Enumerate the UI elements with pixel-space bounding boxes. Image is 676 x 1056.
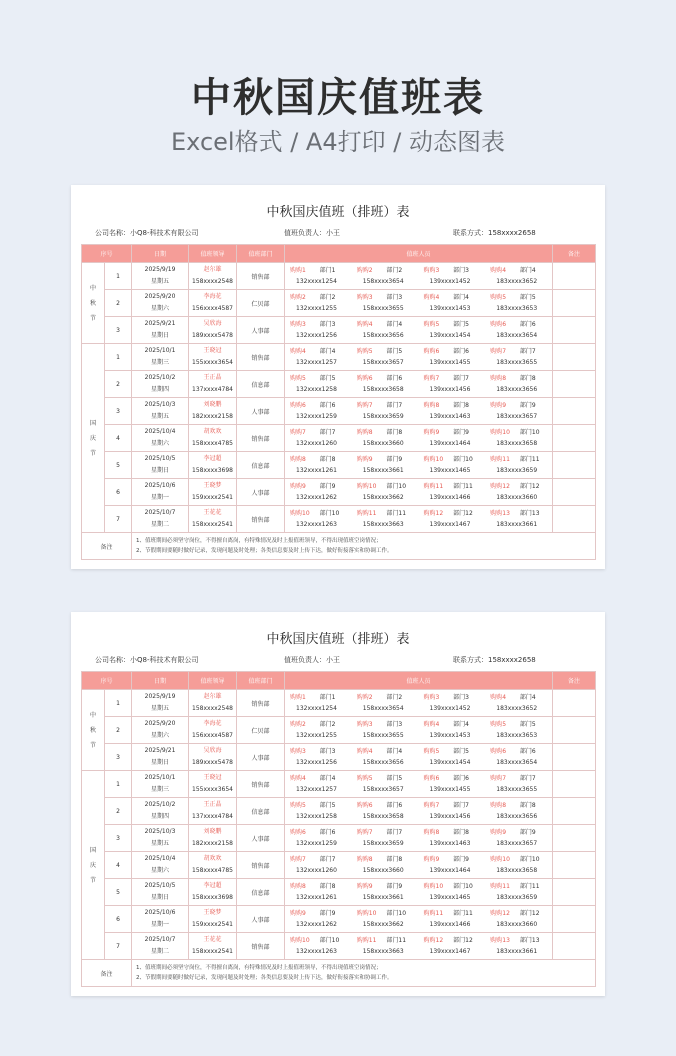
company-field: 公司名称：小Q8-科技术有限公司 xyxy=(95,229,199,237)
table-row xyxy=(82,290,596,317)
staff-member: 购购6 部门6 158xxxx3658 xyxy=(356,375,404,393)
schedule-table xyxy=(81,244,596,560)
staff-member: 购购10 部门10 158xxxx3662 xyxy=(356,483,407,501)
staff-member: 购购5 部门5 132xxxx1258 xyxy=(290,375,337,393)
date-cell: 2025/9/19 星期五 xyxy=(132,263,189,290)
date-cell: 2025/10/5 星期日 xyxy=(132,879,189,906)
col-header-dept: 值班部门 xyxy=(237,672,285,690)
holiday-label-national-day: 国庆节 xyxy=(82,344,105,533)
staff-cell xyxy=(285,933,553,960)
staff-member: 购购8 部门8 183xxxx3656 xyxy=(490,802,538,820)
row-number: 6 xyxy=(105,479,132,506)
duty-lead-field: 值班负责人：小王 xyxy=(284,656,340,664)
row-number: 4 xyxy=(105,852,132,879)
leader-cell: 李冠超 158xxxx3698 xyxy=(189,879,237,906)
row-number: 7 xyxy=(105,933,132,960)
staff-member: 购购9 部门9 132xxxx1262 xyxy=(290,483,337,501)
leader-cell: 刘晓鹏 182xxxx2158 xyxy=(189,825,237,852)
row-number: 1 xyxy=(105,263,132,290)
staff-member: 购购7 部门7 158xxxx3659 xyxy=(356,402,404,420)
staff-cell xyxy=(285,744,553,771)
dept-cell: 人事部 xyxy=(237,906,285,933)
date-cell: 2025/9/21 星期日 xyxy=(132,317,189,344)
remark-cell xyxy=(553,717,596,744)
staff-member: 购购4 部门4 158xxxx3656 xyxy=(356,321,404,339)
staff-cell xyxy=(285,906,553,933)
leader-cell: 吴欣海 189xxxx5478 xyxy=(189,744,237,771)
row-number: 5 xyxy=(105,452,132,479)
dept-cell: 销售部 xyxy=(237,263,285,290)
row-number: 6 xyxy=(105,906,132,933)
staff-member: 购购6 部门6 132xxxx1259 xyxy=(290,829,337,847)
schedule-sheet-preview-1 xyxy=(71,185,605,569)
col-header-staff: 值班人员 xyxy=(285,672,553,690)
remark-cell xyxy=(553,452,596,479)
staff-member: 购购6 部门6 139xxxx1455 xyxy=(423,775,471,793)
staff-member: 购购8 部门8 139xxxx1463 xyxy=(423,402,471,420)
notes-label: 备注 xyxy=(82,960,132,987)
staff-member: 购购8 部门8 139xxxx1463 xyxy=(423,829,471,847)
staff-member: 购购5 部门5 158xxxx3657 xyxy=(356,348,404,366)
table-row xyxy=(82,506,596,533)
row-number: 1 xyxy=(105,344,132,371)
col-header-dept: 值班部门 xyxy=(237,245,285,263)
date-cell: 2025/9/19 星期五 xyxy=(132,690,189,717)
note-line: 1、值班期间必须坚守岗位，不得擅自离岗，有特殊情况及时上报值班领导，不得出现值班空岗情况； xyxy=(136,965,382,971)
schedule-sheet-preview-2 xyxy=(71,612,605,996)
note-line: 1、值班期间必须坚守岗位，不得擅自离岗，有特殊情况及时上报值班领导，不得出现值班空岗情况； xyxy=(136,538,382,544)
remark-cell xyxy=(553,690,596,717)
staff-member: 购购5 部门5 139xxxx1454 xyxy=(423,321,471,339)
staff-cell xyxy=(285,344,553,371)
leader-cell: 胡欢欢 158xxxx4785 xyxy=(189,852,237,879)
dept-cell: 销售部 xyxy=(237,425,285,452)
leader-cell: 王正晶 137xxxx4784 xyxy=(189,371,237,398)
staff-member: 购购11 部门11 158xxxx3663 xyxy=(356,510,407,528)
page-title: 中秋国庆值班表 xyxy=(191,75,485,121)
remark-cell xyxy=(553,879,596,906)
remark-cell xyxy=(553,371,596,398)
date-cell: 2025/10/2 星期四 xyxy=(132,371,189,398)
leader-cell: 李海花 156xxxx4587 xyxy=(189,290,237,317)
date-cell: 2025/10/3 星期五 xyxy=(132,398,189,425)
staff-member: 购购10 部门10 183xxxx3658 xyxy=(490,856,540,874)
staff-member: 购购4 部门4 139xxxx1453 xyxy=(423,721,471,739)
holiday-label-mid-autumn: 中秋节 xyxy=(82,690,105,771)
staff-member: 购购2 部门2 158xxxx3654 xyxy=(356,267,404,285)
table-row xyxy=(82,398,596,425)
staff-member: 购购5 部门5 132xxxx1258 xyxy=(290,802,337,820)
col-header-leader: 值班领导 xyxy=(189,245,237,263)
staff-member: 购购10 部门10 139xxxx1465 xyxy=(423,456,473,474)
table-row xyxy=(82,690,596,717)
date-cell: 2025/10/2 星期四 xyxy=(132,798,189,825)
remark-cell xyxy=(553,425,596,452)
dept-cell: 信息部 xyxy=(237,879,285,906)
staff-member: 购购3 部门3 139xxxx1452 xyxy=(423,267,471,285)
staff-member: 购购12 部门12 139xxxx1467 xyxy=(423,937,473,955)
staff-member: 购购7 部门7 183xxxx3655 xyxy=(490,348,538,366)
leader-cell: 王晓梦 159xxxx2541 xyxy=(189,906,237,933)
leader-cell: 李冠超 158xxxx3698 xyxy=(189,452,237,479)
date-cell: 2025/10/6 星期一 xyxy=(132,479,189,506)
row-number: 2 xyxy=(105,798,132,825)
leader-cell: 王晓冠 155xxxx3654 xyxy=(189,344,237,371)
staff-member: 购购3 部门3 158xxxx3655 xyxy=(356,721,404,739)
staff-member: 购购9 部门9 132xxxx1262 xyxy=(290,910,337,928)
staff-member: 购购7 部门7 139xxxx1456 xyxy=(423,802,471,820)
staff-member: 购购10 部门10 139xxxx1465 xyxy=(423,883,473,901)
staff-member: 购购4 部门4 183xxxx3652 xyxy=(490,267,538,285)
sheet-title: 中秋国庆值班（排班）表 xyxy=(266,205,410,220)
dept-cell: 销售部 xyxy=(237,771,285,798)
staff-member: 购购10 部门10 158xxxx3662 xyxy=(356,910,407,928)
col-header-remark: 备注 xyxy=(553,672,596,690)
dept-cell: 人事部 xyxy=(237,744,285,771)
staff-cell xyxy=(285,717,553,744)
staff-member: 购购10 部门10 132xxxx1263 xyxy=(290,937,340,955)
row-number: 1 xyxy=(105,771,132,798)
remark-cell xyxy=(553,933,596,960)
staff-member: 购购8 部门8 158xxxx3660 xyxy=(356,856,404,874)
holiday-label-mid-autumn: 中秋节 xyxy=(82,263,105,344)
row-number: 3 xyxy=(105,825,132,852)
schedule-table xyxy=(81,671,596,987)
leader-cell: 吴欣海 189xxxx5478 xyxy=(189,317,237,344)
remark-cell xyxy=(553,744,596,771)
remark-cell xyxy=(553,398,596,425)
date-cell: 2025/10/3 星期五 xyxy=(132,825,189,852)
staff-member: 购购3 部门3 132xxxx1256 xyxy=(290,321,337,339)
row-number: 3 xyxy=(105,398,132,425)
staff-member: 购购10 部门10 183xxxx3658 xyxy=(490,429,540,447)
note-line: 2、节假期间要随时做好记录，发现问题及时处理；各类信息要及时上传下达，做好衔接落实和协调工作。 xyxy=(136,975,393,981)
remark-cell xyxy=(553,263,596,290)
dept-cell: 销售部 xyxy=(237,506,285,533)
table-row xyxy=(82,263,596,290)
company-field: 公司名称：小Q8-科技术有限公司 xyxy=(95,656,199,664)
staff-member: 购购2 部门2 158xxxx3654 xyxy=(356,694,404,712)
staff-member: 购购9 部门9 183xxxx3657 xyxy=(490,829,538,847)
staff-member: 购购7 部门7 132xxxx1260 xyxy=(290,429,337,447)
staff-member: 购购6 部门6 132xxxx1259 xyxy=(290,402,337,420)
staff-cell xyxy=(285,690,553,717)
staff-cell xyxy=(285,506,553,533)
staff-member: 购购9 部门9 139xxxx1464 xyxy=(423,856,471,874)
leader-cell: 王正晶 137xxxx4784 xyxy=(189,798,237,825)
staff-member: 购购11 部门11 139xxxx1466 xyxy=(423,910,473,928)
col-header-date: 日期 xyxy=(132,245,189,263)
remark-cell xyxy=(553,771,596,798)
staff-member: 购购11 部门11 183xxxx3659 xyxy=(490,456,540,474)
staff-member: 购购8 部门8 132xxxx1261 xyxy=(290,456,337,474)
staff-member: 购购13 部门13 183xxxx3661 xyxy=(490,937,540,955)
staff-cell xyxy=(285,479,553,506)
staff-member: 购购3 部门3 132xxxx1256 xyxy=(290,748,337,766)
date-cell: 2025/10/4 星期六 xyxy=(132,425,189,452)
staff-member: 购购4 部门4 183xxxx3652 xyxy=(490,694,538,712)
table-row xyxy=(82,852,596,879)
remark-cell xyxy=(553,290,596,317)
col-header-staff: 值班人员 xyxy=(285,245,553,263)
staff-member: 购购13 部门13 183xxxx3661 xyxy=(490,510,540,528)
staff-member: 购购11 部门11 139xxxx1466 xyxy=(423,483,473,501)
date-cell: 2025/10/4 星期六 xyxy=(132,852,189,879)
dept-cell: 仁贝部 xyxy=(237,717,285,744)
date-cell: 2025/10/1 星期三 xyxy=(132,771,189,798)
notes-label: 备注 xyxy=(82,533,132,560)
leader-cell: 王晓冠 155xxxx3654 xyxy=(189,771,237,798)
staff-cell xyxy=(285,771,553,798)
contact-field: 联系方式：158xxxx2658 xyxy=(453,656,536,664)
table-row xyxy=(82,771,596,798)
dept-cell: 人事部 xyxy=(237,317,285,344)
staff-member: 购购4 部门4 158xxxx3656 xyxy=(356,748,404,766)
staff-member: 购购6 部门6 183xxxx3654 xyxy=(490,321,538,339)
leader-cell: 刘晓鹏 182xxxx2158 xyxy=(189,398,237,425)
staff-cell xyxy=(285,398,553,425)
note-line: 2、节假期间要随时做好记录，发现问题及时处理；各类信息要及时上传下达，做好衔接落实和协调工作。 xyxy=(136,548,393,554)
staff-cell xyxy=(285,825,553,852)
date-cell: 2025/9/20 星期六 xyxy=(132,290,189,317)
row-number: 5 xyxy=(105,879,132,906)
staff-member: 购购11 部门11 183xxxx3659 xyxy=(490,883,540,901)
table-header-row xyxy=(82,245,596,263)
staff-member: 购购7 部门7 132xxxx1260 xyxy=(290,856,337,874)
table-row xyxy=(82,798,596,825)
holiday-label-national-day: 国庆节 xyxy=(82,771,105,960)
date-cell: 2025/10/1 星期三 xyxy=(132,344,189,371)
leader-cell: 王晓梦 159xxxx2541 xyxy=(189,479,237,506)
dept-cell: 销售部 xyxy=(237,852,285,879)
dept-cell: 人事部 xyxy=(237,825,285,852)
dept-cell: 销售部 xyxy=(237,933,285,960)
remark-cell xyxy=(553,479,596,506)
staff-member: 购购6 部门6 139xxxx1455 xyxy=(423,348,471,366)
table-row xyxy=(82,717,596,744)
col-header-remark: 备注 xyxy=(553,245,596,263)
staff-member: 购购5 部门5 139xxxx1454 xyxy=(423,748,471,766)
staff-member: 购购4 部门4 139xxxx1453 xyxy=(423,294,471,312)
staff-cell xyxy=(285,798,553,825)
row-number: 3 xyxy=(105,744,132,771)
date-cell: 2025/10/5 星期日 xyxy=(132,452,189,479)
leader-cell: 李海花 156xxxx4587 xyxy=(189,717,237,744)
dept-cell: 销售部 xyxy=(237,690,285,717)
staff-cell xyxy=(285,852,553,879)
staff-member: 购购9 部门9 158xxxx3661 xyxy=(356,883,404,901)
staff-cell xyxy=(285,263,553,290)
row-number: 1 xyxy=(105,690,132,717)
row-number: 2 xyxy=(105,290,132,317)
contact-field: 联系方式：158xxxx2658 xyxy=(453,229,536,237)
remark-cell xyxy=(553,344,596,371)
table-row xyxy=(82,371,596,398)
remark-cell xyxy=(553,825,596,852)
staff-member: 购购7 部门7 158xxxx3659 xyxy=(356,829,404,847)
notes-row xyxy=(82,960,596,987)
leader-cell: 赵尔雄 158xxxx2548 xyxy=(189,263,237,290)
dept-cell: 人事部 xyxy=(237,398,285,425)
staff-member: 购购8 部门8 132xxxx1261 xyxy=(290,883,337,901)
table-row xyxy=(82,744,596,771)
page-subtitle: Excel格式 / A4打印 / 动态图表 xyxy=(171,128,505,156)
notes-content xyxy=(132,533,596,560)
dept-cell: 人事部 xyxy=(237,479,285,506)
leader-cell: 王花花 158xxxx2541 xyxy=(189,506,237,533)
staff-cell xyxy=(285,452,553,479)
row-number: 4 xyxy=(105,425,132,452)
staff-member: 购购12 部门12 183xxxx3660 xyxy=(490,483,540,501)
table-row xyxy=(82,344,596,371)
table-row xyxy=(82,933,596,960)
staff-member: 购购4 部门4 132xxxx1257 xyxy=(290,775,337,793)
dept-cell: 销售部 xyxy=(237,344,285,371)
remark-cell xyxy=(553,852,596,879)
staff-member: 购购11 部门11 158xxxx3663 xyxy=(356,937,407,955)
staff-member: 购购6 部门6 183xxxx3654 xyxy=(490,748,538,766)
staff-member: 购购8 部门8 183xxxx3656 xyxy=(490,375,538,393)
sheet-title: 中秋国庆值班（排班）表 xyxy=(266,632,410,647)
date-cell: 2025/10/7 星期二 xyxy=(132,933,189,960)
table-row xyxy=(82,906,596,933)
staff-member: 购购3 部门3 139xxxx1452 xyxy=(423,694,471,712)
table-row xyxy=(82,452,596,479)
staff-member: 购购2 部门2 132xxxx1255 xyxy=(290,721,337,739)
col-header-no: 序号 xyxy=(82,672,132,690)
remark-cell xyxy=(553,506,596,533)
notes-content xyxy=(132,960,596,987)
staff-cell xyxy=(285,317,553,344)
staff-member: 购购4 部门4 132xxxx1257 xyxy=(290,348,337,366)
col-header-no: 序号 xyxy=(82,245,132,263)
staff-member: 购购9 部门9 139xxxx1464 xyxy=(423,429,471,447)
remark-cell xyxy=(553,317,596,344)
remark-cell xyxy=(553,906,596,933)
staff-cell xyxy=(285,371,553,398)
staff-member: 购购12 部门12 183xxxx3660 xyxy=(490,910,540,928)
staff-member: 购购5 部门5 158xxxx3657 xyxy=(356,775,404,793)
remark-cell xyxy=(553,798,596,825)
table-row xyxy=(82,479,596,506)
leader-cell: 胡欢欢 158xxxx4785 xyxy=(189,425,237,452)
duty-lead-field: 值班负责人：小王 xyxy=(284,229,340,237)
notes-row xyxy=(82,533,596,560)
staff-member: 购购3 部门3 158xxxx3655 xyxy=(356,294,404,312)
staff-cell xyxy=(285,290,553,317)
staff-member: 购购8 部门8 158xxxx3660 xyxy=(356,429,404,447)
date-cell: 2025/9/21 星期日 xyxy=(132,744,189,771)
staff-cell xyxy=(285,879,553,906)
staff-member: 购购7 部门7 139xxxx1456 xyxy=(423,375,471,393)
dept-cell: 信息部 xyxy=(237,798,285,825)
row-number: 2 xyxy=(105,717,132,744)
staff-member: 购购5 部门5 183xxxx3653 xyxy=(490,294,538,312)
col-header-date: 日期 xyxy=(132,672,189,690)
staff-member: 购购9 部门9 158xxxx3661 xyxy=(356,456,404,474)
date-cell: 2025/10/6 星期一 xyxy=(132,906,189,933)
table-row xyxy=(82,425,596,452)
staff-member: 购购9 部门9 183xxxx3657 xyxy=(490,402,538,420)
dept-cell: 仁贝部 xyxy=(237,290,285,317)
table-row xyxy=(82,317,596,344)
staff-member: 购购1 部门1 132xxxx1254 xyxy=(290,694,337,712)
staff-member: 购购12 部门12 139xxxx1467 xyxy=(423,510,473,528)
leader-cell: 赵尔雄 158xxxx2548 xyxy=(189,690,237,717)
staff-cell xyxy=(285,425,553,452)
staff-member: 购购7 部门7 183xxxx3655 xyxy=(490,775,538,793)
date-cell: 2025/10/7 星期二 xyxy=(132,506,189,533)
table-header-row xyxy=(82,672,596,690)
leader-cell: 王花花 158xxxx2541 xyxy=(189,933,237,960)
staff-member: 购购6 部门6 158xxxx3658 xyxy=(356,802,404,820)
staff-member: 购购1 部门1 132xxxx1254 xyxy=(290,267,337,285)
table-row xyxy=(82,825,596,852)
row-number: 3 xyxy=(105,317,132,344)
date-cell: 2025/9/20 星期六 xyxy=(132,717,189,744)
staff-member: 购购5 部门5 183xxxx3653 xyxy=(490,721,538,739)
row-number: 2 xyxy=(105,371,132,398)
dept-cell: 信息部 xyxy=(237,371,285,398)
staff-member: 购购10 部门10 132xxxx1263 xyxy=(290,510,340,528)
table-row xyxy=(82,879,596,906)
staff-member: 购购2 部门2 132xxxx1255 xyxy=(290,294,337,312)
dept-cell: 信息部 xyxy=(237,452,285,479)
row-number: 7 xyxy=(105,506,132,533)
col-header-leader: 值班领导 xyxy=(189,672,237,690)
